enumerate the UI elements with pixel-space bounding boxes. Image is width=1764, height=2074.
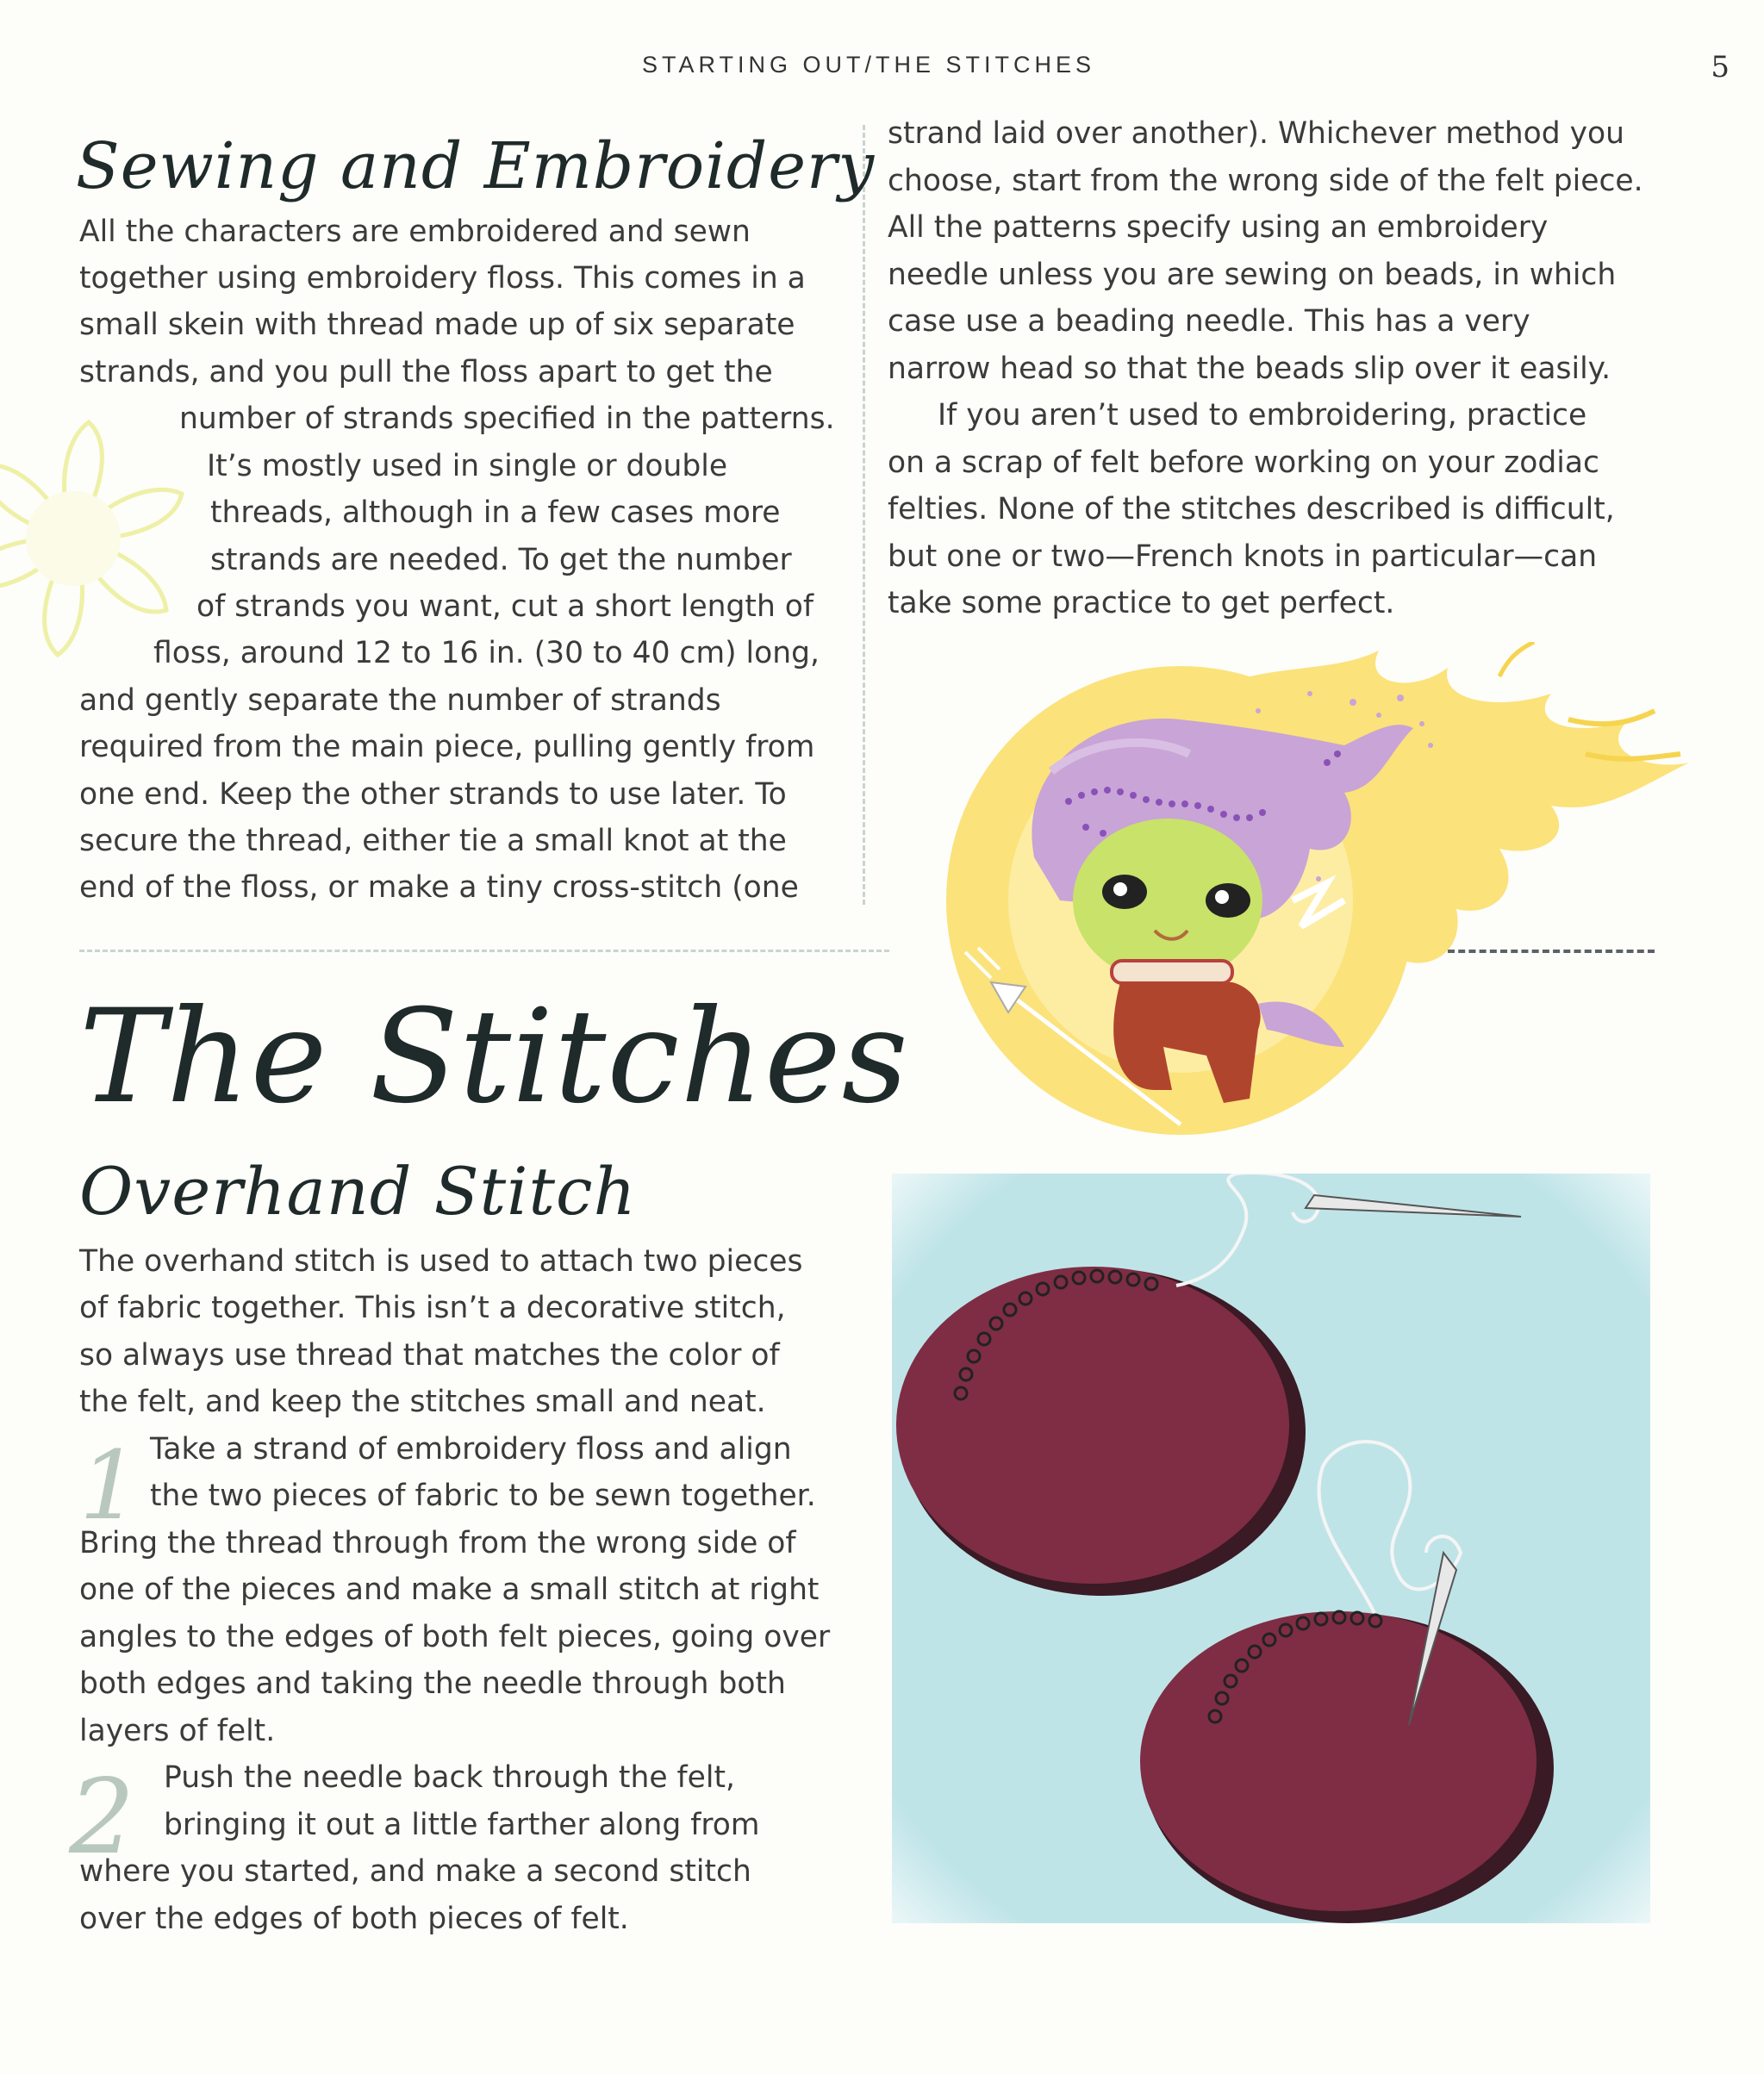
text-line: All the characters are embroidered and sewn xyxy=(79,215,751,249)
text-line: Push the needle back through the felt, xyxy=(164,1760,735,1795)
text-line: angles to the edges of both felt pieces, going over xyxy=(79,1620,831,1654)
text-line: layers of felt. xyxy=(79,1714,276,1748)
column-divider xyxy=(863,125,865,905)
text-line: It’s mostly used in single or double xyxy=(207,449,728,483)
step-number: 2 xyxy=(69,1758,135,1878)
section-divider xyxy=(79,950,889,952)
text-line: needle unless you are sewing on beads, in which xyxy=(888,258,1617,292)
sewing-heading: Sewing and Embroidery xyxy=(76,129,876,203)
running-head: STARTING OUT/THE STITCHES xyxy=(641,52,1096,78)
text-line: the felt, and keep the stitches small and neat. xyxy=(79,1385,766,1419)
text-line: the two pieces of fabric to be sewn together. xyxy=(150,1479,816,1513)
text-line: small skein with thread made up of six separate xyxy=(79,308,795,342)
text-line: required from the main piece, pulling gently from xyxy=(79,730,815,764)
text-line: of strands you want, cut a short length of xyxy=(196,589,814,624)
section-title: The Stitches xyxy=(79,982,909,1132)
text-line: number of strands specified in the patterns. xyxy=(179,402,835,436)
text-line: narrow head so that the beads slip over it easily. xyxy=(888,352,1611,386)
text-line: but one or two—French knots in particular—can xyxy=(888,539,1598,574)
text-line: All the patterns specify using an embroidery xyxy=(888,210,1549,245)
text-line: both edges and taking the needle through both xyxy=(79,1666,786,1701)
text-line: felties. None of the stitches described is difficult, xyxy=(888,492,1615,526)
text-line: If you aren’t used to embroidering, practice xyxy=(938,398,1587,433)
overhand-stitch-illustration xyxy=(892,1174,1667,1932)
text-line: strands are needed. To get the number xyxy=(210,543,792,577)
text-line: strands, and you pull the floss apart to get the xyxy=(79,355,773,389)
text-line: together using embroidery floss. This comes in a xyxy=(79,261,806,296)
text-line: The overhand stitch is used to attach two pieces xyxy=(79,1244,803,1279)
flower-decoration xyxy=(0,414,190,663)
sagittarius-character-illustration xyxy=(896,642,1723,1142)
page-number: 5 xyxy=(1711,50,1730,84)
text-line: of fabric together. This isn’t a decorative stitch, xyxy=(79,1291,786,1325)
text-line: where you started, and make a second stitch xyxy=(79,1854,751,1889)
text-line: take some practice to get perfect. xyxy=(888,586,1395,620)
text-line: case use a beading needle. This has a very xyxy=(888,304,1530,339)
text-line: bringing it out a little farther along from xyxy=(164,1808,760,1842)
text-line: over the edges of both pieces of felt. xyxy=(79,1902,629,1936)
text-line: one end. Keep the other strands to use later. To xyxy=(79,777,787,812)
text-line: secure the thread, either tie a small knot at the xyxy=(79,824,787,858)
text-line: so always use thread that matches the color of xyxy=(79,1338,780,1373)
step-number: 1 xyxy=(79,1430,140,1541)
text-line: threads, although in a few cases more xyxy=(210,495,781,530)
text-line: Take a strand of embroidery floss and align xyxy=(150,1432,792,1467)
text-line: on a scrap of felt before working on your zodiac xyxy=(888,445,1599,480)
subsection-heading: Overhand Stitch xyxy=(79,1153,637,1230)
text-line: end of the floss, or make a tiny cross-stitch (one xyxy=(79,870,799,905)
text-line: strand laid over another). Whichever method you xyxy=(888,116,1624,151)
text-line: one of the pieces and make a small stitch at right xyxy=(79,1573,820,1607)
text-line: and gently separate the number of strands xyxy=(79,683,721,718)
text-line: Bring the thread through from the wrong side of xyxy=(79,1526,796,1560)
text-line: floss, around 12 to 16 in. (30 to 40 cm) long, xyxy=(153,636,820,670)
text-line: choose, start from the wrong side of the felt piece. xyxy=(888,164,1643,198)
